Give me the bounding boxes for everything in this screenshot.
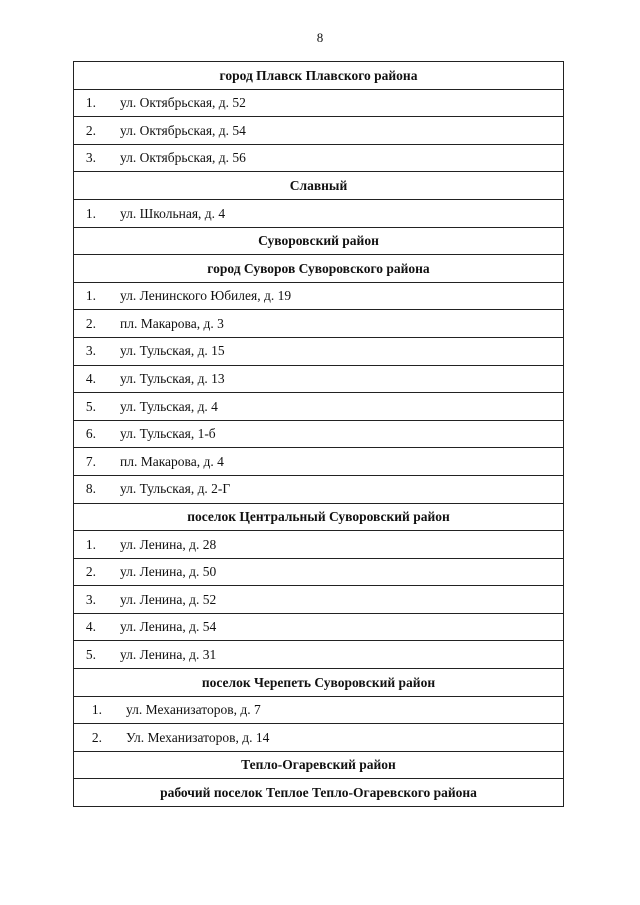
item-number: 8. [85, 481, 96, 497]
address-text: ул. Тульская, д. 2-Г [120, 481, 231, 497]
address-text: ул. Ленина, д. 31 [120, 647, 217, 663]
item-number: 5. [85, 398, 96, 414]
item-number: 6. [85, 426, 96, 442]
address-entry [74, 399, 218, 414]
item-number: 1. [85, 95, 96, 111]
section-heading-row [74, 503, 564, 531]
address-entry [74, 537, 216, 552]
section-heading: город Суворов Суворовского района [74, 255, 564, 283]
address-entry [74, 371, 225, 386]
address-entry [74, 481, 230, 496]
table-row [74, 337, 564, 365]
table-row [74, 448, 564, 476]
item-number: 2. [91, 729, 102, 745]
item-number: 4. [85, 619, 96, 635]
item-number: 1. [85, 536, 96, 552]
address-cell [74, 420, 564, 448]
address-text: ул. Механизаторов, д. 7 [126, 702, 261, 718]
section-heading-row [74, 172, 564, 200]
address-entry [74, 454, 224, 469]
address-entry [74, 95, 246, 110]
address-entry [74, 619, 216, 634]
address-cell [74, 641, 564, 669]
address-text: ул. Ленина, д. 52 [120, 591, 217, 607]
table-row [74, 475, 564, 503]
address-entry [74, 316, 224, 331]
section-heading: поселок Центральный Суворовский район [74, 503, 564, 531]
address-entry [74, 647, 216, 662]
address-table [73, 61, 564, 807]
section-heading-row [74, 669, 564, 697]
section-heading: поселок Черепеть Суворовский район [74, 669, 564, 697]
address-entry [74, 426, 216, 441]
address-text: ул. Октябрьская, д. 52 [120, 95, 246, 111]
item-number: 2. [85, 122, 96, 138]
section-heading-row [74, 227, 564, 255]
section-heading-row [74, 255, 564, 283]
table-row [74, 724, 564, 752]
address-cell [74, 199, 564, 227]
address-cell [74, 365, 564, 393]
address-text: ул. Тульская, д. 13 [120, 371, 225, 387]
address-entry [74, 150, 246, 165]
item-number: 2. [85, 564, 96, 580]
item-number: 5. [85, 647, 96, 663]
table-row [74, 420, 564, 448]
address-table-body [74, 62, 564, 807]
address-cell [74, 586, 564, 614]
page-number: 8 [316, 30, 324, 45]
address-cell [74, 531, 564, 559]
address-text: ул. Тульская, д. 4 [120, 398, 218, 414]
table-row [74, 365, 564, 393]
address-text: ул. Ленина, д. 54 [120, 619, 217, 635]
table-row [74, 393, 564, 421]
address-cell [74, 393, 564, 421]
address-cell [74, 310, 564, 338]
address-cell [74, 696, 564, 724]
address-cell [74, 282, 564, 310]
item-number: 4. [85, 371, 96, 387]
item-number: 1. [85, 205, 96, 221]
address-cell [74, 558, 564, 586]
table-row [74, 89, 564, 117]
address-text: ул. Ленина, д. 50 [120, 564, 217, 580]
item-number: 3. [85, 343, 96, 359]
address-cell [74, 89, 564, 117]
section-heading: Суворовский район [74, 227, 564, 255]
address-entry [74, 592, 216, 607]
address-text: пл. Макарова, д. 4 [120, 453, 224, 469]
table-row [74, 144, 564, 172]
table-row [74, 199, 564, 227]
section-heading: город Плавск Плавского района [74, 62, 564, 90]
item-number: 1. [85, 288, 96, 304]
address-cell [74, 724, 564, 752]
address-entry [74, 702, 261, 717]
section-heading: Славный [74, 172, 564, 200]
table-row [74, 282, 564, 310]
section-heading: Тепло-Огаревский район [74, 751, 564, 779]
table-row [74, 641, 564, 669]
address-entry [74, 564, 216, 579]
address-text: ул. Ленинского Юбилея, д. 19 [120, 288, 292, 304]
item-number: 1. [91, 702, 102, 718]
address-entry [74, 206, 225, 221]
table-row [74, 613, 564, 641]
address-entry [74, 288, 291, 303]
item-number: 3. [85, 591, 96, 607]
section-heading: рабочий поселок Теплое Тепло-Огаревского района [74, 779, 564, 807]
address-cell [74, 337, 564, 365]
address-text: Ул. Механизаторов, д. 14 [126, 729, 270, 745]
address-text: ул. Тульская, 1-б [120, 426, 216, 442]
table-row [74, 310, 564, 338]
address-cell [74, 613, 564, 641]
item-number: 2. [85, 315, 96, 331]
address-cell [74, 448, 564, 476]
address-cell [74, 117, 564, 145]
table-row [74, 117, 564, 145]
table-row [74, 558, 564, 586]
address-entry [74, 343, 225, 358]
section-heading-row [74, 779, 564, 807]
address-text: ул. Школьная, д. 4 [120, 205, 226, 221]
table-row [74, 696, 564, 724]
address-cell [74, 475, 564, 503]
section-heading-row [74, 62, 564, 90]
address-text: ул. Тульская, д. 15 [120, 343, 225, 359]
table-row [74, 586, 564, 614]
address-text: ул. Октябрьская, д. 56 [120, 150, 246, 166]
address-cell [74, 144, 564, 172]
address-text: пл. Макарова, д. 3 [120, 315, 224, 331]
table-row [74, 531, 564, 559]
address-text: ул. Ленина, д. 28 [120, 536, 217, 552]
item-number: 7. [85, 453, 96, 469]
address-entry [74, 730, 269, 745]
item-number: 3. [85, 150, 96, 166]
section-heading-row [74, 751, 564, 779]
address-entry [74, 123, 246, 138]
address-text: ул. Октябрьская, д. 54 [120, 122, 246, 138]
